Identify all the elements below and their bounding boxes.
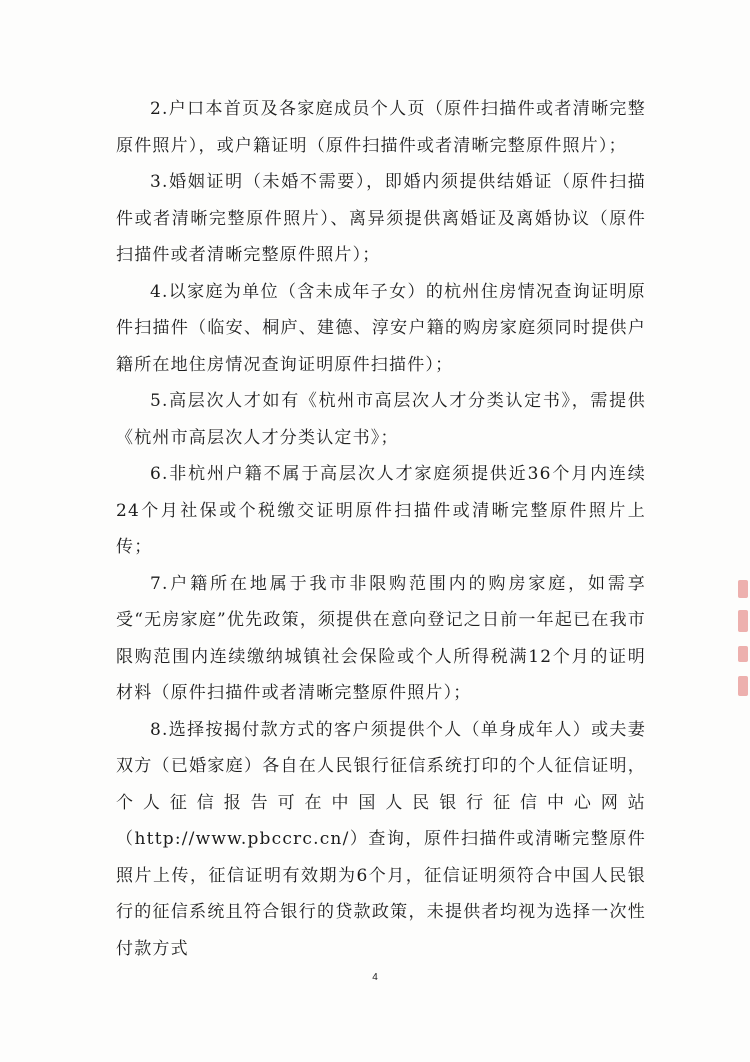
paragraph-7: 7.户籍所在地属于我市非限购范围内的购房家庭，如需享受“无房家庭”优先政策，须提供在意向登记之日前一年起已在我市限购范围内连续缴纳城镇社会保险或个人所得税满12个月的证明材料（原件扫描件或者清晰完整原件照片）； (116, 573, 646, 703)
seal-stamp-fragment (736, 580, 750, 700)
paragraph-6: 6.非杭州户籍不属于高层次人才家庭须提供近36个月内连续24个月社保或个税缴交证明原件扫描件或清晰完整原件照片上传； (116, 464, 646, 557)
paragraph-5: 5.高层次人才如有《杭州市高层次人才分类认定书》，需提供《杭州市高层次人才分类认定书》； (116, 391, 646, 448)
paragraph-3: 3.婚姻证明（未婚不需要），即婚内须提供结婚证（原件扫描件或者清晰完整原件照片）、离异须提供离婚证及离婚协议（原件扫描件或者清晰完整原件照片）； (116, 172, 646, 265)
paragraph-2: 2.户口本首页及各家庭成员个人页（原件扫描件或者清晰完整原件照片），或户籍证明（原件扫描件或者清晰完整原件照片）； (116, 99, 646, 156)
document-body (116, 91, 646, 967)
paragraph-4: 4.以家庭为单位（含未成年子女）的杭州住房情况查询证明原件扫描件（临安、桐庐、建德、淳安户籍的购房家庭须同时提供户籍所在地住房情况查询证明原件扫描件）； (116, 281, 646, 375)
paragraph-8: 8.选择按揭付款方式的客户须提供个人（单身成年人）或夫妻双方（已婚家庭）各自在人民银行征信系统打印的个人征信证明，个人征信报告可在中国人民银行征信中心网站（http://www.pbccrc.cn/）查询，原件扫描件或清晰完整原件照片上传，征信证明有效期为6个月，征信证明须符合中国人民银行的征信系统且符合银行的贷款政策，未提供者均视为选择一次性付款方式 (116, 719, 646, 959)
page-number: 4 (372, 972, 378, 983)
